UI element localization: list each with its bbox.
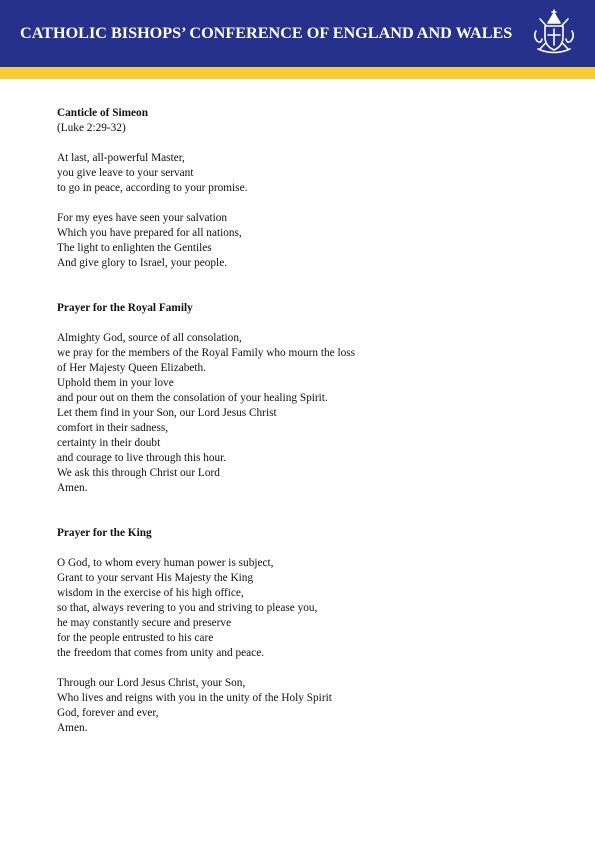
prayer-line: and pour out on them the consolation of your healing Spirit. [57,392,328,404]
prayer-line: Almighty God, source of all consolation, [57,332,242,344]
prayer-line: God, forever and ever, [57,707,159,719]
verse-line: you give leave to your servant [57,167,194,179]
prayer-line: Who lives and reigns with you in the unity of the Holy Spirit [57,692,332,704]
prayer-line: Grant to your servant His Majesty the King [57,572,254,584]
verse-line: to go in peace, according to your promise. [57,182,248,194]
prayer-line: Uphold them in your love [57,377,174,389]
verse-line: And give glory to Israel, your people. [57,257,228,269]
prayer-line: O God, to whom every human power is subject, [57,557,274,569]
prayer-line: Through our Lord Jesus Christ, your Son, [57,677,246,689]
prayer-line: so that, always revering to you and striving to please you, [57,602,318,614]
gold-band [0,67,595,79]
section-title-canticle: Canticle of Simeon [57,107,148,119]
prayer-line: Amen. [57,482,88,494]
prayer-line: wisdom in the exercise of his high office, [57,587,244,599]
prayer-line: comfort in their sadness, [57,422,169,434]
verse-line: Which you have prepared for all nations, [57,227,242,239]
prayer-line: the freedom that comes from unity and peace. [57,647,265,659]
section-subtitle: (Luke 2:29-32) [57,122,126,134]
prayer-line: he may constantly secure and preserve [57,617,232,629]
section-title-king: Prayer for the King [57,527,152,539]
prayer-line: certainty in their doubt [57,437,161,449]
prayer-line: of Her Majesty Queen Elizabeth. [57,362,206,374]
header-title: CATHOLIC BISHOPS’ CONFERENCE OF ENGLAND AND WALES [20,24,513,42]
verse-line: The light to enlighten the Gentiles [57,242,212,254]
prayer-line: Amen. [57,722,88,734]
verse-line: At last, all-powerful Master, [57,152,185,164]
section-title-royal-family: Prayer for the Royal Family [57,302,193,314]
prayer-line: for the people entrusted to his care [57,632,214,644]
prayer-line: and courage to live through this hour. [57,452,227,464]
crest-icon [530,9,578,57]
prayer-line: Let them find in your Son, our Lord Jesus Christ [57,407,277,419]
verse-line: For my eyes have seen your salvation [57,212,228,224]
document-body [57,106,557,736]
prayer-line: we pray for the members of the Royal Family who mourn the loss [57,347,356,359]
prayer-line: We ask this through Christ our Lord [57,467,220,479]
header-banner [0,0,595,67]
